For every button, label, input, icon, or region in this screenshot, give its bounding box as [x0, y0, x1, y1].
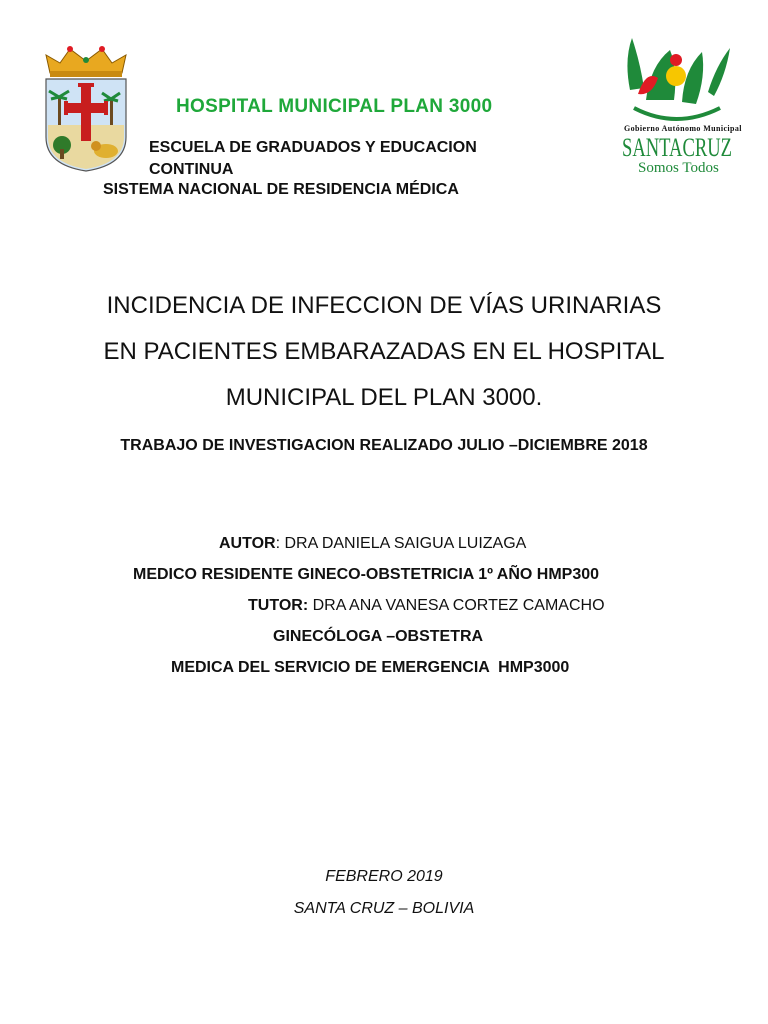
santa-cruz-logo: [616, 30, 742, 176]
logo-government-text: Gobierno Autónomo Municipal: [624, 124, 742, 133]
tutor-service: MEDICA DEL SERVICIO DE EMERGENCIA HMP3000: [171, 659, 570, 676]
author-role: MEDICO RESIDENTE GINECO-OBSTETRICIA 1º AÑO HMP300: [133, 566, 600, 583]
school-line-1: ESCUELA DE GRADUADOS Y EDUCACION: [149, 139, 477, 156]
tutor-line: [248, 597, 605, 615]
footer-date: FEBRERO 2019: [325, 868, 443, 885]
title-line-3: MUNICIPAL DEL PLAN 3000.: [225, 384, 543, 411]
school-line-2: CONTINUA: [149, 161, 234, 178]
logo-slogan-text: Somos Todos: [638, 160, 719, 176]
title-line-2: EN PACIENTES EMBARAZADAS EN EL HOSPITAL: [103, 338, 665, 365]
title-line-1: INCIDENCIA DE INFECCION DE VÍAS URINARIAS: [106, 292, 662, 319]
logo-city-text: SANTACRUZ: [622, 133, 732, 162]
coat-of-arms-logo: [40, 45, 132, 173]
author-line: [219, 535, 526, 553]
document-title: [40, 283, 728, 421]
school-line-3: SISTEMA NACIONAL DE RESIDENCIA MÉDICA: [103, 181, 459, 198]
tutor-name: DRA ANA VANESA CORTEZ CAMACHO: [308, 597, 605, 614]
author-name: : DRA DANIELA SAIGUA LUIZAGA: [275, 535, 527, 552]
tutor-label: TUTOR:: [248, 597, 309, 614]
tutor-specialty: GINECÓLOGA –OBSTETRA: [273, 628, 484, 645]
document-subtitle: TRABAJO DE INVESTIGACION REALIZADO JULIO –DICIEMBRE 2018: [120, 437, 648, 454]
author-label: AUTOR: [219, 535, 276, 552]
hospital-name: HOSPITAL MUNICIPAL PLAN 3000: [176, 96, 493, 117]
footer-place: SANTA CRUZ – BOLIVIA: [293, 900, 475, 917]
